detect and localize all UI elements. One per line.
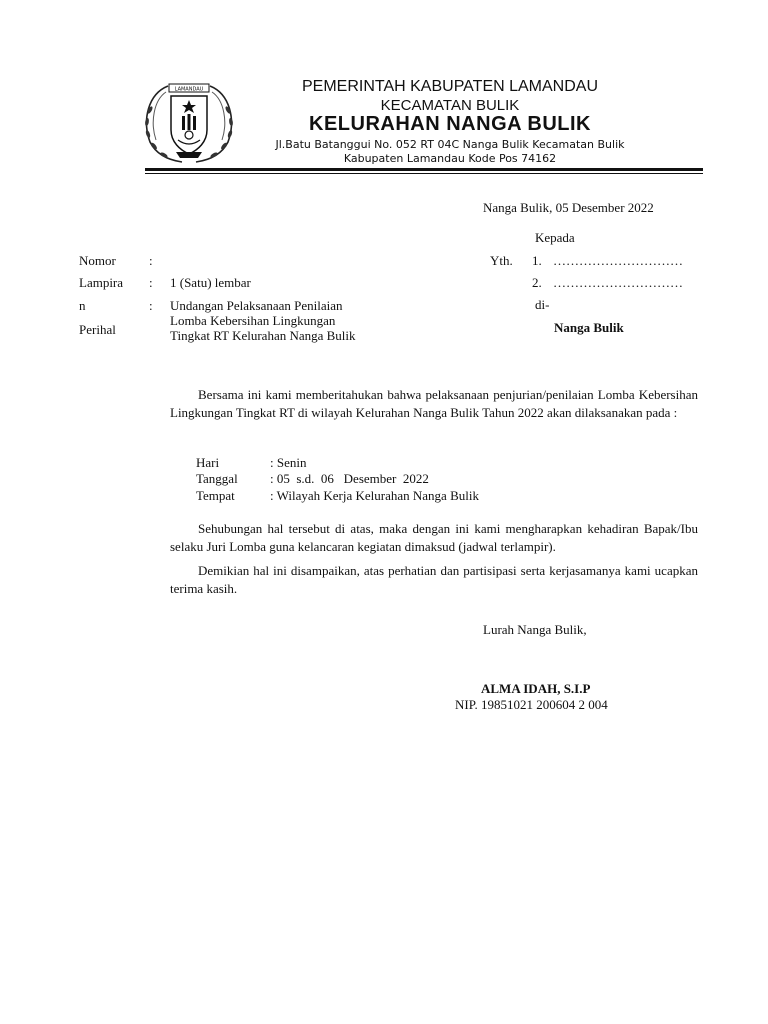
detail-label-tempat: Tempat — [196, 488, 235, 503]
perihal-label: Perihal — [79, 322, 116, 337]
recipient-yth: Yth. — [490, 253, 513, 268]
body-paragraph-1: Bersama ini kami memberitahukan bahwa pelaksanaan penjurian/penilaian Lomba Kebersihan Lingkungan Tingkat RT di wilayah Kelurahan Nanga Bulik Tahun 2022 akan dilaksanakan pada : — [170, 387, 698, 420]
signature-title: Lurah Nanga Bulik, — [483, 622, 587, 637]
detail-value-tempat: : Wilayah Kerja Kelurahan Nanga Bulik — [270, 488, 479, 503]
body-paragraph-2: Sehubungan hal tersebut di atas, maka dengan ini kami mengharapkan kehadiran Bapak/Ibu selaku Juri Lomba guna kelancaran kegiatan dimaksud (jadwal terlampir). — [170, 521, 698, 554]
detail-value-hari: : Senin — [270, 455, 307, 470]
perihal-colon: : — [149, 298, 153, 313]
perihal-line3: Tingkat RT Kelurahan Nanga Bulik — [170, 328, 356, 343]
letterhead-divider-thick — [145, 168, 703, 171]
body-paragraph-3: Demikian hal ini disampaikan, atas perhatian dan partisipasi serta kerjasamanya kami ucapkan terima kasih. — [170, 563, 698, 596]
letterhead-village: KELURAHAN NANGA BULIK — [309, 113, 591, 135]
signature-nip: NIP. 19851021 200604 2 004 — [455, 697, 608, 712]
nomor-label: Nomor — [79, 253, 116, 268]
nomor-colon: : — [149, 253, 153, 268]
place-date: Nanga Bulik, 05 Desember 2022 — [483, 200, 654, 215]
detail-label-tanggal: Tanggal — [196, 471, 238, 486]
lampiran-label-wrap: n — [79, 298, 86, 313]
letterhead-government: PEMERINTAH KABUPATEN LAMANDAU — [301, 78, 599, 95]
letterhead-district: KECAMATAN BULIK — [380, 97, 520, 114]
lampiran-colon: : — [149, 275, 153, 290]
detail-value-tanggal: : 05 s.d. 06 Desember 2022 — [270, 471, 429, 486]
recipient-di: di- — [535, 297, 550, 312]
detail-label-hari: Hari — [196, 455, 220, 470]
lampiran-label: Lampira — [79, 275, 124, 290]
letterhead-address-line2: Kabupaten Lamandau Kode Pos 74162 — [343, 152, 557, 165]
signature-name: ALMA IDAH, S.I.P — [481, 681, 591, 696]
recipient-item2-dots: ………………………… — [553, 275, 683, 290]
perihal-line2: Lomba Kebersihan Lingkungan — [170, 313, 336, 328]
recipient-kepada: Kepada — [535, 230, 575, 245]
recipient-item1-dots: ………………………… — [553, 253, 683, 268]
recipient-item2-number: 2. — [532, 275, 542, 290]
perihal-line1: Undangan Pelaksanaan Penilaian — [170, 298, 343, 313]
lampiran-value: 1 (Satu) lembar — [170, 275, 251, 290]
svg-text:LAMANDAU: LAMANDAU — [174, 86, 204, 93]
letterhead-address-line1: Jl.Batu Batanggui No. 052 RT 04C Nanga Bulik Kecamatan Bulik — [275, 138, 625, 151]
recipient-item1-number: 1. — [532, 253, 542, 268]
letterhead-divider-thin — [145, 173, 703, 174]
recipient-place: Nanga Bulik — [554, 320, 624, 335]
